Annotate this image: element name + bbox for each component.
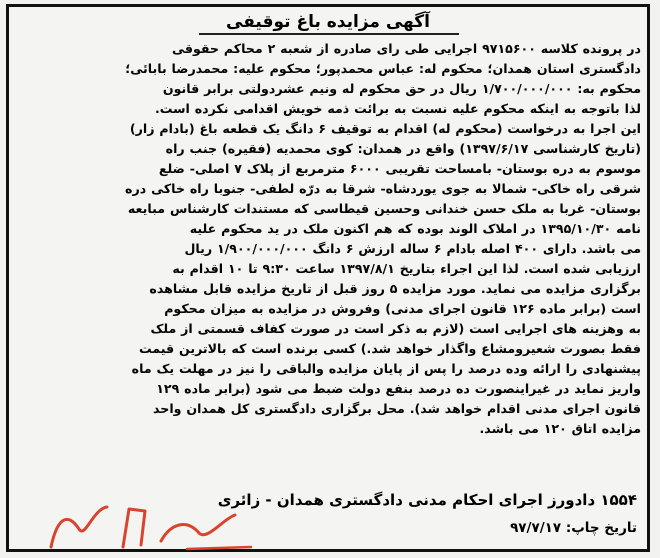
body-line: دادگستری استان همدان؛ محکوم له: عباس محمدپور؛ محکوم علیه: محمدرضا بابائی؛	[125, 61, 641, 76]
body-line: موسوم به دره بوستان- بامساحت تقریبی ۶۰۰۰ مترمربع از پلاک ۷ اصلی- ضلع	[158, 161, 641, 176]
body-line: پیشنهادی را ارائه وده درصد را پس از پایان مزایده والباقی را نیز در مهلت یک ماه	[131, 361, 641, 376]
body-line: شرقی راه خاکی- شمالا به جوی یوردشاه- شرقا به درّه لطفی- جنوبا راه خاکی دره	[125, 181, 641, 196]
auction-notice	[6, 4, 650, 552]
notice-title: آگهی مزایده باغ توقیفی	[226, 12, 430, 32]
body-line: (تاریخ کارشناسی ۱۳۹۷/۶/۱۷) واقع در همدان: کوی محمدیه (فقیره) جنب راه	[165, 141, 641, 156]
body-line: است (برابر ماده ۱۲۶ قانون اجرای مدنی) وفروش در مزایده به میزان محکوم	[164, 301, 641, 316]
body-line: در پرونده کلاسه ۹۷۱۵۶۰۰ اجرایی طی رای صادره از شعبه ۲ محاکم حقوقی	[171, 41, 641, 56]
title-underline	[199, 33, 459, 35]
body-line: فقط بصورت شعیرومشاع واگذار خواهد شد.) کسی برنده است که بالاترین قیمت	[138, 341, 641, 356]
body-line: بوستان- غربا به ملک حسن خندانی وحسین قیطاسی که مستندات کارشناس مبایعه	[127, 201, 641, 216]
body-line: محکوم به: ۱/۷۰۰/۰۰۰/۰۰۰ ریال در حق محکوم له ونیم عشردولتی برابر قانون	[162, 81, 641, 96]
body-line: می باشد. دارای ۴۰۰ اصله بادام ۶ ساله ارزش ۶ دانگ ۱/۹۰۰/۰۰۰/۰۰۰ ریال	[184, 241, 641, 256]
body-line: نامه ۱۳۹۵/۱۰/۳۰ در املاک الوند بوده که هم اکنون ملک در ید محکوم علیه	[189, 221, 641, 236]
body-line: ارزیابی شده است. لذا این اجراء بتاریخ ۱۳۹۷/۸/۱ ساعت ۹:۳۰ تا ۱۰ اقدام به	[172, 261, 641, 276]
body-line: این اجرا به درخواست (محکوم له) اقدام به توقیف ۶ دانگ یک قطعه باغ (بادام زار)	[129, 121, 641, 136]
body-line: به وهزینه های اجرایی است (لازم به ذکر است در صورت کفاف قسمتی از ملک	[150, 321, 641, 336]
signature-line: ۱۵۵۴ دادورز اجرای احکام مدنی دادگستری همدان - زائری	[217, 491, 637, 509]
body-line: قانون اجرای مدنی اقدام خواهد شد). محل برگزاری دادگستری کل همدان واحد	[152, 401, 641, 416]
notice-body	[15, 39, 641, 439]
body-line: برگزاری مزایده می نماید. مورد مزایده ۵ روز قبل از تاریخ مزایده قابل مشاهده	[149, 281, 641, 296]
body-line: واریز نماید در غیراینصورت ده درصد بنفع دولت ضبط می شود (برابر ماده ۱۲۹	[156, 381, 641, 396]
body-line: لذا باتوجه به اینکه محکوم علیه نسبت به برائت ذمه خویش اقدامی نکرده است.	[155, 101, 641, 116]
body-line: مزایده اتاق ۱۲۰ می باشد.	[479, 421, 641, 436]
handwritten-stamp-mark	[37, 489, 267, 553]
print-date: تاریخ چاپ: ۹۷/۷/۱۷	[510, 520, 637, 536]
